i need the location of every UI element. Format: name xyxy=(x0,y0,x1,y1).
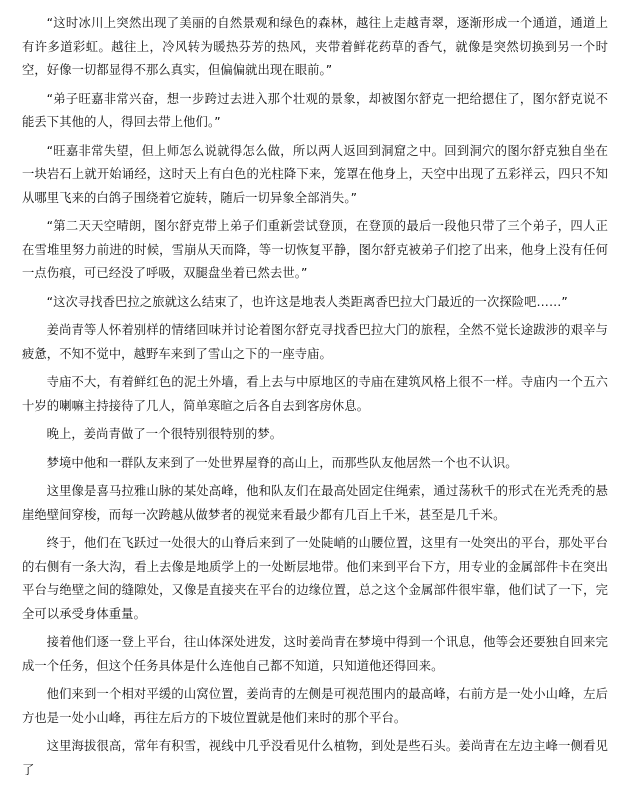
paragraph-9: 梦境中他和一群队友来到了一处世界屋脊的高山上，而那些队友他居然一个也不认识。 xyxy=(46,455,518,470)
paragraph-1: “这时冰川上突然出现了美丽的自然景观和绿色的森林，越往上走越青翠，逐渐形成一个通道，通道上有许多道彩虹。越往上，冷风转为暖热芬芳的热风，夹带着鲜花药草的香气，就像是突然切换到另一个时空，好像一切都显得不那么真实，但偏偏就出现在眼前。” xyxy=(22,16,608,77)
paragraph-12: 接着他们逐一登上平台，往山体深处进发，这时姜尚青在梦境中得到一个讯息，他等会还要独自回来完成一个任务，但这个任务具体是什么连他自己都不知道，只知道他还得回来。 xyxy=(22,635,608,673)
paragraph-13: 他们来到一个相对平缓的山窝位置，姜尚青的左侧是可视范围内的最高峰，右前方是一处小山峰，左后方也是一处小山峰，再往左后方的下坡位置就是他们来时的那个平台。 xyxy=(22,687,608,725)
paragraph-7: 寺庙不大，有着鲜红色的泥土外墙，看上去与中原地区的寺庙在建筑风格上很不一样。寺庙内一个五六十岁的喇嘛主持接待了几人，简单寒暄之后各自去到客房休息。 xyxy=(22,375,608,413)
paragraph-11: 终于，他们在飞跃过一处很大的山脊后来到了一处陡峭的山腰位置，这里有一处突出的平台，那处平台的右侧有一条大沟，看上去像是地质学上的一处断层地带。他们来到平台下方，用专业的金属部件卡在突出平台与绝壁之间的缝隙处，又像是直接夹在平台的边缘位置，总之这个金属部件很牢靠，他们试了一下，完全可以承受身体重量。 xyxy=(22,536,608,621)
paragraph-3: “旺嘉非常失望，但上师怎么说就得怎么做，所以两人返回到洞窟之中。回到洞穴的图尔舒克独自坐在一块岩石上就开始诵经，这时天上有白色的光柱降下来，笼罩在他身上，天空中出现了五彩祥云，四只不知从哪里飞来的白鸽子围绕着它旋转，随后一切异象全部消失。” xyxy=(22,143,608,205)
paragraph-10: 这里像是喜马拉雅山脉的某处高峰，他和队友们在最高处固定住绳索，通过荡秋千的形式在光秃秃的悬崖绝壁间穿梭，而每一次跨越从做梦者的视觉来看最少都有几百上千米，甚至是几千米。 xyxy=(22,484,608,522)
paragraph-5: “这次寻找香巴拉之旅就这么结束了，也许这是地表人类距离香巴拉大门最近的一次探险吧……” xyxy=(46,294,568,309)
paragraph-14: 这里海拔很高，常年有积雪，视线中几乎没看见什么植物，到处是些石头。姜尚青在左边主峰一侧看见了 xyxy=(22,739,608,777)
paragraph-2: “弟子旺嘉非常兴奋，想一步跨过去进入那个壮观的景象，却被图尔舒克一把给摁住了，图尔舒克说不能丢下其他的人，得回去带上他们。” xyxy=(22,91,608,129)
article-body xyxy=(22,12,608,787)
paragraph-8: 晚上，姜尚青做了一个很特别很特别的梦。 xyxy=(46,427,283,441)
paragraph-6: 姜尚青等人怀着别样的情绪回味并讨论着图尔舒克寻找香巴拉大门的旅程，全然不觉长途跋涉的艰辛与疲惫，不知不觉中，越野车来到了雪山之下的一座寺庙。 xyxy=(22,323,608,361)
paragraph-4: “第二天天空晴朗，图尔舒克带上弟子们重新尝试登顶，在登顶的最后一段他只带了三个弟子，四人正在雪堆里努力前进的时候，雪崩从天而降，等一切恢复平静，图尔舒克被弟子们挖了出来，他身上没有任何一点伤痕，可已经没了呼吸，双腿盘坐着已然去世。” xyxy=(22,219,608,280)
